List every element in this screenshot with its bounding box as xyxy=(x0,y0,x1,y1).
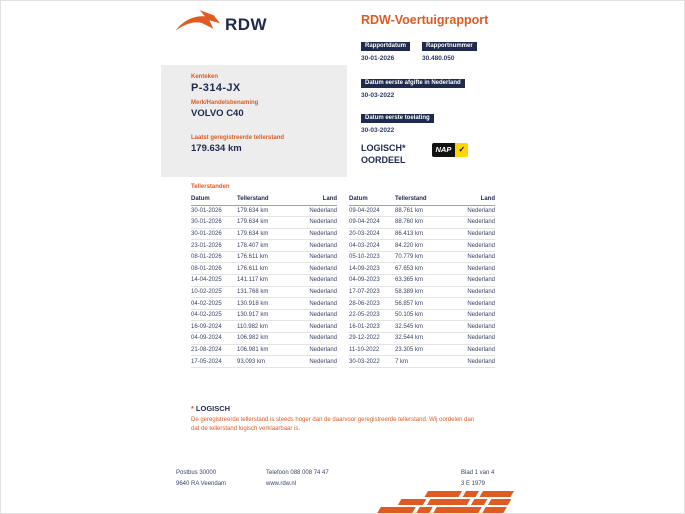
odometer-row xyxy=(191,217,337,229)
header-datum: Datum xyxy=(191,194,237,205)
cell-datum: 14-09-2023 xyxy=(349,263,395,275)
cell-land: Nederland xyxy=(294,344,337,356)
footnote-title xyxy=(191,404,483,413)
cell-tellerstand: 32.544 km xyxy=(395,333,452,345)
odometer-row xyxy=(349,298,495,310)
toelating-label: Datum eerste toelating xyxy=(361,114,434,124)
cell-datum: 30-01-2026 xyxy=(191,228,237,240)
odometer-row xyxy=(349,205,495,217)
cell-land: Nederland xyxy=(294,298,337,310)
cell-land: Nederland xyxy=(452,298,495,310)
odometer-row xyxy=(191,321,337,333)
cell-datum: 04-09-2024 xyxy=(191,333,237,345)
oordeel-line1: LOGISCH* xyxy=(361,143,406,153)
odometer-row xyxy=(191,263,337,275)
report-number-label: Rapportnummer xyxy=(422,42,477,52)
cell-land: Nederland xyxy=(452,286,495,298)
cell-datum: 10-02-2025 xyxy=(191,286,237,298)
nap-logo-text: NAP xyxy=(432,143,456,157)
cell-datum: 11-10-2022 xyxy=(349,344,395,356)
footer-page-number: Blad 1 van 4 xyxy=(461,470,495,476)
cell-datum: 17-05-2024 xyxy=(191,356,237,368)
cell-tellerstand: 179.634 km xyxy=(237,217,294,229)
afgifte-value: 30-03-2022 xyxy=(361,92,395,99)
cell-land: Nederland xyxy=(294,356,337,368)
cell-tellerstand: 93.093 km xyxy=(237,356,294,368)
cell-tellerstand: 131.768 km xyxy=(237,286,294,298)
page-title: RDW-Voertuigrapport xyxy=(361,13,489,27)
report-number-block xyxy=(422,34,477,62)
cell-tellerstand: 84.220 km xyxy=(395,240,452,252)
footer-address xyxy=(176,468,266,489)
odometer-row xyxy=(349,217,495,229)
footer-address-line2: 9640 RA Veendam xyxy=(176,480,227,487)
cell-datum: 09-04-2024 xyxy=(349,205,395,217)
odometer-table-left xyxy=(191,194,337,368)
cell-datum: 16-01-2023 xyxy=(349,321,395,333)
cell-tellerstand: 178.407 km xyxy=(237,240,294,252)
nap-logo xyxy=(432,143,469,157)
cell-datum: 17-07-2023 xyxy=(349,286,395,298)
report-meta xyxy=(361,34,477,62)
cell-tellerstand: 106.982 km xyxy=(237,333,294,345)
cell-land: Nederland xyxy=(452,309,495,321)
header-land: Land xyxy=(294,194,337,205)
cell-tellerstand: 130.917 km xyxy=(237,309,294,321)
odometer-row xyxy=(349,333,495,345)
cell-datum: 14-04-2025 xyxy=(191,275,237,287)
cell-datum: 08-01-2026 xyxy=(191,263,237,275)
cell-datum: 09-04-2024 xyxy=(349,217,395,229)
table-header-row xyxy=(191,194,337,205)
cell-tellerstand: 58.389 km xyxy=(395,286,452,298)
odometer-row xyxy=(349,309,495,321)
cell-datum: 04-09-2023 xyxy=(349,275,395,287)
footer-address-line1: Postbus 30000 xyxy=(176,470,217,476)
cell-land: Nederland xyxy=(294,321,337,333)
cell-land: Nederland xyxy=(294,275,337,287)
merk-value: VOLVO C40 xyxy=(191,108,244,119)
cell-datum: 05-10-2023 xyxy=(349,251,395,263)
odometer-row xyxy=(349,286,495,298)
cell-land: Nederland xyxy=(294,251,337,263)
kenteken-label: Kenteken xyxy=(191,74,219,80)
logisch-footnote xyxy=(191,404,483,434)
odometer-row xyxy=(191,309,337,321)
cell-tellerstand: 50.105 km xyxy=(395,309,452,321)
odometer-row xyxy=(191,333,337,345)
cell-land: Nederland xyxy=(452,275,495,287)
page-footer xyxy=(176,468,524,489)
cell-datum: 20-03-2024 xyxy=(349,228,395,240)
report-date-label: Rapportdatum xyxy=(361,42,410,52)
odometer-table-left-body xyxy=(191,205,337,367)
odometer-row xyxy=(349,275,495,287)
cell-datum: 22-05-2023 xyxy=(349,309,395,321)
footnote-text: De geregistreerde tellerstand is steeds hoger dan de daarvoor geregistreerde tellerstand. Wij oordelen dan dat de tellerstand logisch verklaarbaar is. xyxy=(191,417,475,432)
footnote-title-text: LOGISCH xyxy=(195,404,231,413)
odometer-row xyxy=(191,228,337,240)
odometer-row xyxy=(349,344,495,356)
odometer-row xyxy=(191,356,337,368)
cell-land: Nederland xyxy=(294,228,337,240)
cell-land: Nederland xyxy=(452,344,495,356)
cell-land: Nederland xyxy=(452,240,495,252)
cell-land: Nederland xyxy=(452,321,495,333)
odometer-row xyxy=(191,286,337,298)
racing-stripes-graphic xyxy=(369,491,521,514)
afgifte-label: Datum eerste afgifte in Nederland xyxy=(361,79,465,89)
odometer-tables xyxy=(191,194,496,368)
odometer-row xyxy=(349,356,495,368)
cell-tellerstand: 176.611 km xyxy=(237,263,294,275)
cell-land: Nederland xyxy=(294,205,337,217)
cell-datum: 30-01-2026 xyxy=(191,217,237,229)
cell-tellerstand: 88.761 km xyxy=(395,205,452,217)
footer-contact xyxy=(266,468,461,489)
cell-tellerstand: 176.611 km xyxy=(237,251,294,263)
laatste-tellerstand-value: 179.634 km xyxy=(191,143,242,154)
odometer-row xyxy=(191,344,337,356)
rdw-logo xyxy=(174,9,267,41)
report-date-block xyxy=(361,34,410,62)
cell-land: Nederland xyxy=(452,251,495,263)
cell-datum: 30-01-2026 xyxy=(191,205,237,217)
rdw-logo-text: RDW xyxy=(225,15,268,34)
cell-datum: 16-09-2024 xyxy=(191,321,237,333)
toelating-value: 30-03-2022 xyxy=(361,127,395,134)
kenteken-value: P-314-JX xyxy=(191,82,241,94)
odometer-row xyxy=(191,275,337,287)
cell-tellerstand: 63.365 km xyxy=(395,275,452,287)
footnote-asterisk: * xyxy=(191,404,194,413)
odometer-row xyxy=(349,251,495,263)
header-datum: Datum xyxy=(349,194,395,205)
cell-land: Nederland xyxy=(452,333,495,345)
rdw-eagle-icon xyxy=(174,9,220,41)
vehicle-summary-box xyxy=(161,65,347,177)
report-date-value: 30-01-2026 xyxy=(361,55,395,62)
cell-datum: 21-08-2024 xyxy=(191,344,237,356)
footer-doc-code: 3 E 1979 xyxy=(461,480,486,487)
odometer-row xyxy=(191,251,337,263)
cell-land: Nederland xyxy=(452,205,495,217)
report-number-value: 30.480.050 xyxy=(422,55,455,62)
header-tellerstand: Tellerstand xyxy=(395,194,452,205)
cell-tellerstand: 130.918 km xyxy=(237,298,294,310)
cell-land: Nederland xyxy=(452,263,495,275)
odometer-row xyxy=(349,228,495,240)
cell-tellerstand: 106.981 km xyxy=(237,344,294,356)
odometer-row xyxy=(191,205,337,217)
cell-land: Nederland xyxy=(294,309,337,321)
oordeel-line2: OORDEEL xyxy=(361,155,406,166)
cell-datum: 30-03-2022 xyxy=(349,356,395,368)
odometer-row xyxy=(349,240,495,252)
cell-land: Nederland xyxy=(294,240,337,252)
odometer-row xyxy=(349,321,495,333)
cell-datum: 08-01-2026 xyxy=(191,251,237,263)
merk-label: Merk/Handelsbenaming xyxy=(191,100,259,106)
cell-datum: 28-06-2023 xyxy=(349,298,395,310)
cell-datum: 29-12-2022 xyxy=(349,333,395,345)
tellerstanden-label: Tellerstanden xyxy=(191,184,230,190)
registration-column xyxy=(361,71,531,166)
cell-tellerstand: 32.545 km xyxy=(395,321,452,333)
cell-tellerstand: 86.413 km xyxy=(395,228,452,240)
cell-land: Nederland xyxy=(452,217,495,229)
cell-tellerstand: 179.634 km xyxy=(237,228,294,240)
logisch-oordeel-text xyxy=(361,142,406,166)
cell-tellerstand: 70.779 km xyxy=(395,251,452,263)
odometer-table-right xyxy=(349,194,495,368)
footer-website-link[interactable]: www.rdw.nl xyxy=(266,480,297,487)
cell-datum: 04-03-2024 xyxy=(349,240,395,252)
odometer-row xyxy=(191,298,337,310)
cell-land: Nederland xyxy=(294,263,337,275)
cell-tellerstand: 88.760 km xyxy=(395,217,452,229)
cell-tellerstand: 179.634 km xyxy=(237,205,294,217)
cell-land: Nederland xyxy=(294,333,337,345)
cell-tellerstand: 110.982 km xyxy=(237,321,294,333)
footer-phone: Telefoon 088 008 74 47 xyxy=(266,470,329,476)
laatste-tellerstand-label: Laatst geregistreerde tellerstand xyxy=(191,135,285,141)
odometer-section xyxy=(191,184,496,368)
cell-tellerstand: 56.857 km xyxy=(395,298,452,310)
header-tellerstand: Tellerstand xyxy=(237,194,294,205)
cell-datum: 04-02-2025 xyxy=(191,298,237,310)
cell-land: Nederland xyxy=(452,228,495,240)
cell-datum: 04-02-2025 xyxy=(191,309,237,321)
logisch-oordeel-block xyxy=(361,142,531,166)
cell-tellerstand: 7 km xyxy=(395,356,452,368)
cell-tellerstand: 23.305 km xyxy=(395,344,452,356)
cell-land: Nederland xyxy=(452,356,495,368)
footer-page-info xyxy=(461,468,524,489)
cell-land: Nederland xyxy=(294,217,337,229)
nap-check-icon: ✓ xyxy=(455,143,468,157)
odometer-row xyxy=(191,240,337,252)
cell-tellerstand: 67.653 km xyxy=(395,263,452,275)
cell-tellerstand: 141.117 km xyxy=(237,275,294,287)
odometer-table-right-body xyxy=(349,205,495,367)
odometer-row xyxy=(349,263,495,275)
table-header-row xyxy=(349,194,495,205)
cell-land: Nederland xyxy=(294,286,337,298)
header-land: Land xyxy=(452,194,495,205)
cell-datum: 23-01-2026 xyxy=(191,240,237,252)
